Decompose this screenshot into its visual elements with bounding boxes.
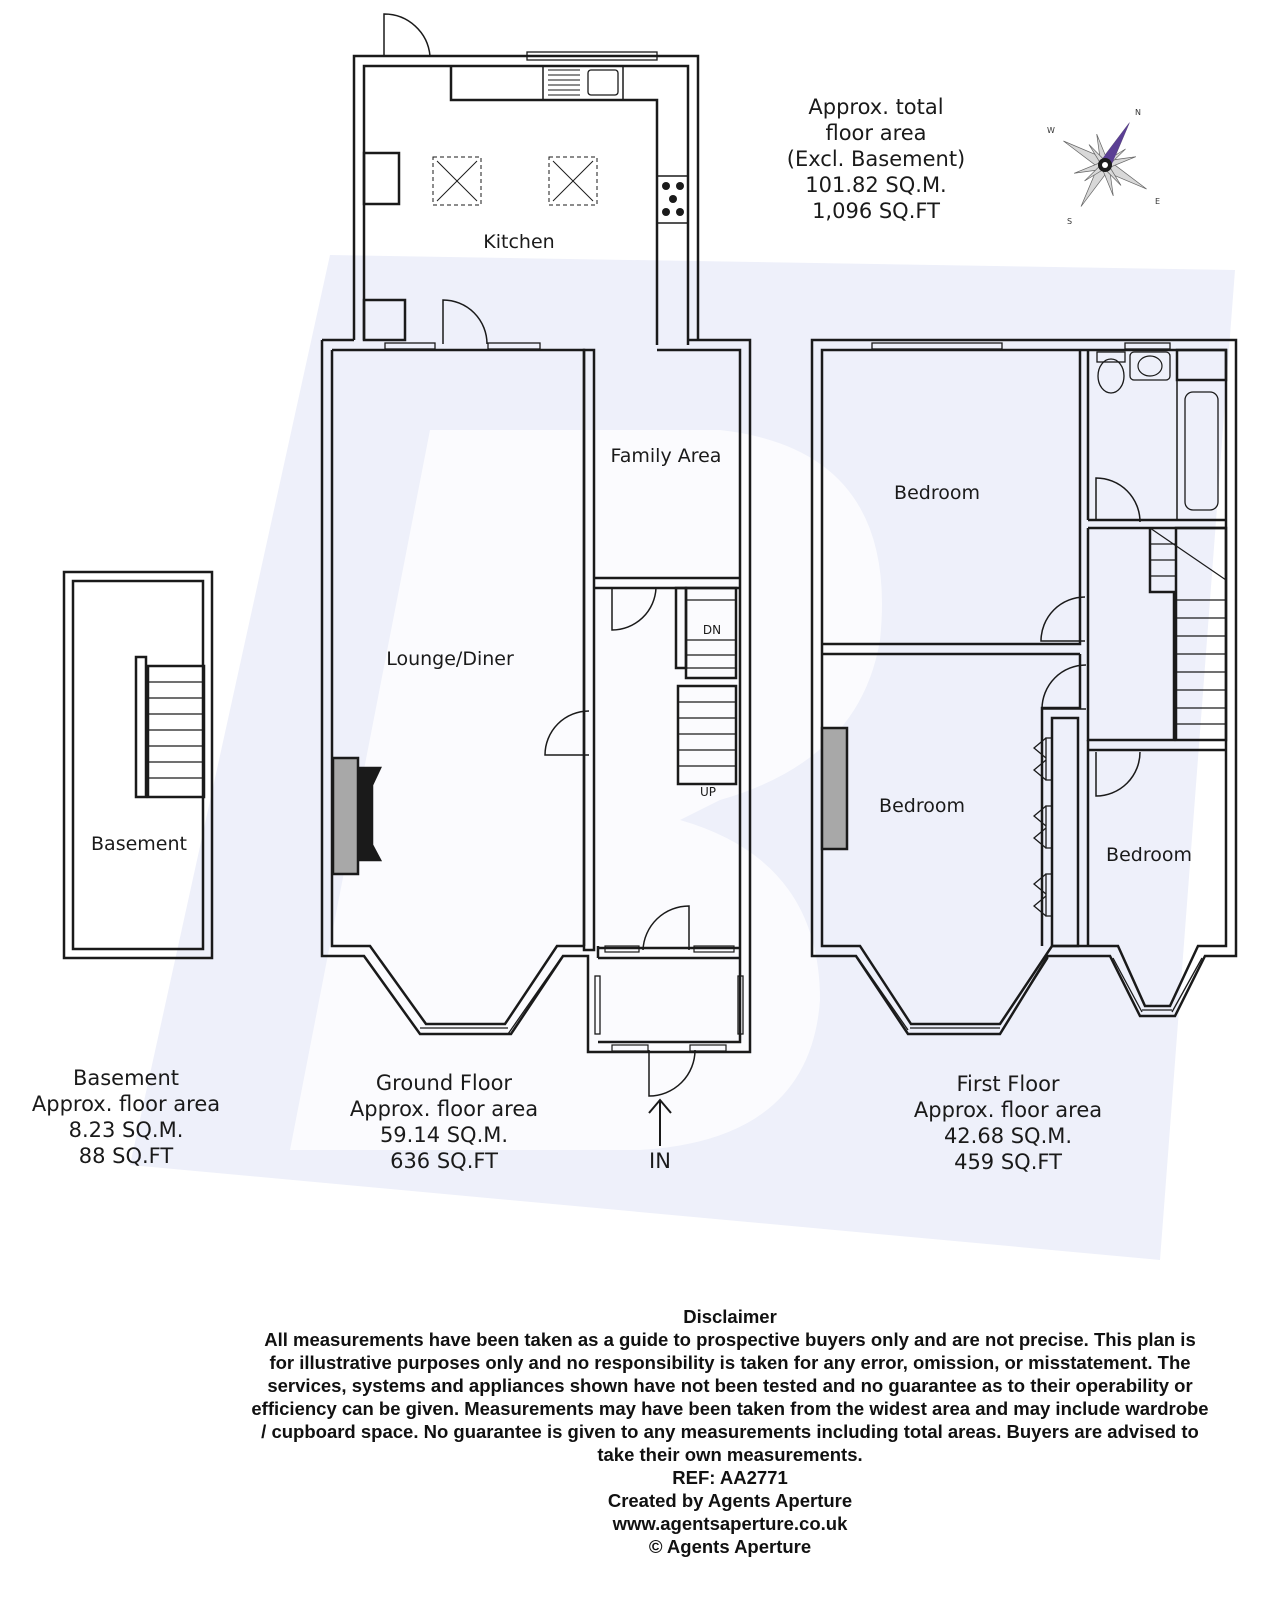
compass-icon xyxy=(1047,108,1160,226)
summary-sqm: 101.82 SQ.M. xyxy=(805,173,947,197)
first-floor-name: First Floor xyxy=(956,1072,1060,1096)
svg-text:W: W xyxy=(1047,126,1055,135)
room-label-bedroom-rear: Bedroom xyxy=(894,482,980,504)
disclaimer-line: efficiency can be given. Measurements may have been taken from the widest area and may include wardrobe xyxy=(251,1398,1209,1419)
basement-floor-sqm: 8.23 SQ.M. xyxy=(68,1118,184,1142)
ground-floor-caption: Approx. floor area xyxy=(349,1097,539,1121)
disclaimer-line: / cupboard space. No guarantee is given to any measurements including total areas. Buyers are advised to xyxy=(261,1421,1199,1442)
ground-floor-name: Ground Floor xyxy=(375,1071,513,1095)
disclaimer-line: take their own measurements. xyxy=(597,1444,863,1465)
svg-text:N: N xyxy=(1135,108,1141,117)
summary-line1: Approx. total xyxy=(808,95,944,119)
reference-number: REF: AA2771 xyxy=(672,1467,788,1488)
copyright: © Agents Aperture xyxy=(648,1536,812,1557)
disclaimer-block xyxy=(205,1305,1255,1558)
first-floor-sqft: 459 SQ.FT xyxy=(954,1150,1062,1174)
room-label-kitchen: Kitchen xyxy=(483,231,555,253)
basement-floor-caption: Approx. floor area xyxy=(31,1092,221,1116)
basement-floor-name: Basement xyxy=(72,1066,180,1090)
room-label-bedroom-small: Bedroom xyxy=(1106,844,1192,866)
stair-label-up: UP xyxy=(699,785,717,799)
room-label-basement: Basement xyxy=(91,833,187,855)
summary-sqft: 1,096 SQ.FT xyxy=(812,199,940,223)
ground-floor-sqft: 636 SQ.FT xyxy=(390,1149,498,1173)
first-floor-caption: Approx. floor area xyxy=(913,1098,1103,1122)
website-link[interactable]: www.agentsaperture.co.uk xyxy=(612,1513,848,1534)
summary-line3: (Excl. Basement) xyxy=(786,147,966,171)
disclaimer-line: All measurements have been taken as a guide to prospective buyers only and are not precise. This plan is xyxy=(264,1329,1196,1350)
svg-text:S: S xyxy=(1067,217,1073,226)
created-by: Created by Agents Aperture xyxy=(607,1490,853,1511)
room-label-lounge-diner: Lounge/Diner xyxy=(386,648,514,670)
summary-line2: floor area xyxy=(825,121,927,145)
basement-floor-sqft: 88 SQ.FT xyxy=(78,1144,174,1168)
ground-floor-sqm: 59.14 SQ.M. xyxy=(379,1123,509,1147)
disclaimer-line: for illustrative purposes only and no responsibility is taken for any error, omission, or misstatement. The xyxy=(269,1352,1191,1373)
stair-label-dn: DN xyxy=(702,623,722,637)
room-label-bedroom-front: Bedroom xyxy=(879,795,965,817)
first-floor-sqm: 42.68 SQ.M. xyxy=(943,1124,1073,1148)
disclaimer-heading: Disclaimer xyxy=(683,1306,777,1327)
room-label-family-area: Family Area xyxy=(610,445,722,467)
disclaimer-line: services, systems and appliances shown have not been tested and no guarantee as to their operability or xyxy=(267,1375,1193,1396)
svg-text:E: E xyxy=(1155,197,1161,206)
entrance-label: IN xyxy=(649,1149,671,1173)
